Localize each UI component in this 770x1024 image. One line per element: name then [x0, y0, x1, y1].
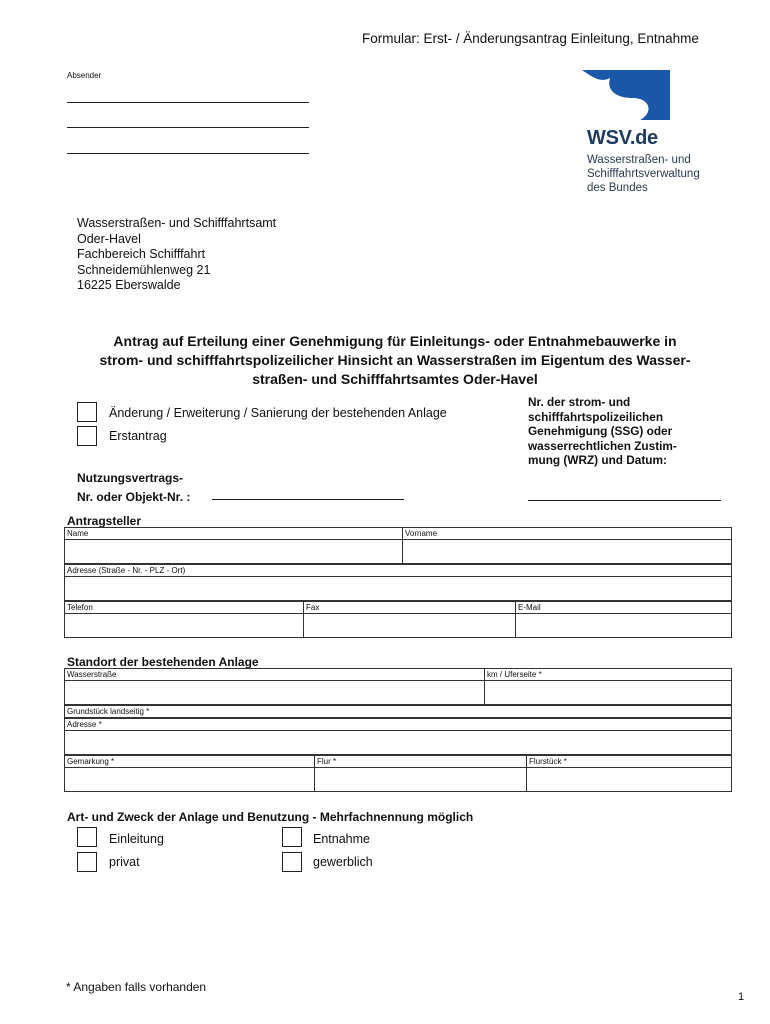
sender-label: Absender — [67, 71, 102, 80]
location-flur-label: Flur * — [314, 755, 527, 768]
checkbox-aenderung[interactable] — [77, 402, 97, 422]
form-title: Antrag auf Erteilung einer Genehmigung für Einleitungs- oder Entnahmebauwerke in strom- und schifffahrtspolizeilicher Hinsicht an Wasserstraßen im Eigentum des Wasser- straßen- und Schifffahrtsamtes Oder-Havel — [99, 333, 691, 387]
location-km-input[interactable] — [484, 680, 732, 705]
sender-line-1[interactable] — [67, 102, 309, 103]
location-flurstueck-input[interactable] — [526, 767, 732, 792]
applicant-name-input[interactable] — [64, 539, 403, 564]
checkbox-gewerblich-label: gewerblich — [313, 855, 373, 869]
checkbox-erstantrag[interactable] — [77, 426, 97, 446]
footnote: * Angaben falls vorhanden — [66, 980, 207, 994]
wsv-subtitle: Wasserstraßen- und Schifffahrtsverwaltung des Bundes — [587, 154, 700, 194]
page-number: 1 — [738, 991, 745, 1003]
permit-number-line[interactable] — [528, 500, 721, 501]
location-section-title: Standort der bestehenden Anlage — [67, 655, 259, 669]
location-flurstueck-label: Flurstück * — [526, 755, 732, 768]
location-km-label: km / Uferseite * — [484, 668, 732, 681]
location-flur-input[interactable] — [314, 767, 527, 792]
checkbox-gewerblich[interactable] — [282, 852, 302, 872]
wsv-logo — [580, 68, 740, 194]
applicant-phone-input[interactable] — [64, 613, 304, 638]
form-header-title: Formular: Erst- / Änderungsantrag Einleitung, Entnahme — [362, 31, 699, 46]
wsv-wave-icon — [580, 68, 672, 124]
checkbox-privat-label: privat — [109, 855, 140, 869]
applicant-section-title: Antragsteller — [67, 514, 142, 528]
purpose-section-title: Art- und Zweck der Anlage und Benutzung - Mehrfachnennung möglich — [67, 810, 474, 824]
applicant-email-label: E-Mail — [515, 601, 732, 614]
location-waterway-input[interactable] — [64, 680, 485, 705]
applicant-fax-input[interactable] — [303, 613, 516, 638]
contract-number-line[interactable] — [212, 499, 404, 500]
location-waterway-label: Wasserstraße — [64, 668, 485, 681]
location-plot-label: Grundstück landseitig * — [64, 705, 732, 718]
checkbox-einleitung-label: Einleitung — [109, 832, 164, 846]
recipient-address: Wasserstraßen- und Schifffahrtsamt Oder-Havel Fachbereich Schifffahrt Schneidemühlenweg 21 16225 Eberswalde — [77, 216, 277, 292]
sender-line-2[interactable] — [67, 127, 309, 128]
applicant-address-input[interactable] — [64, 576, 732, 601]
applicant-vorname-label: Vorname — [402, 527, 732, 540]
location-gemarkung-label: Gemarkung * — [64, 755, 315, 768]
checkbox-erstantrag-label: Erstantrag — [109, 429, 167, 443]
checkbox-einleitung[interactable] — [77, 827, 97, 847]
location-gemarkung-input[interactable] — [64, 767, 315, 792]
sender-line-3[interactable] — [67, 153, 309, 154]
applicant-name-label: Name — [64, 527, 403, 540]
applicant-vorname-input[interactable] — [402, 539, 732, 564]
checkbox-entnahme[interactable] — [282, 827, 302, 847]
checkbox-privat[interactable] — [77, 852, 97, 872]
location-address-input[interactable] — [64, 730, 732, 755]
applicant-fax-label: Fax — [303, 601, 516, 614]
location-address-label: Adresse * — [64, 718, 732, 731]
applicant-address-label: Adresse (Straße - Nr. - PLZ - Ort) — [64, 564, 732, 577]
checkbox-aenderung-label: Änderung / Erweiterung / Sanierung der bestehenden Anlage — [109, 406, 447, 420]
wsv-brand: WSV.de — [587, 127, 658, 149]
permit-number-label: Nr. der strom- und schifffahrtspolizeilichen Genehmigung (SSG) oder wasserrechtlichen Zustim- mung (WRZ) und Datum: — [528, 395, 677, 467]
contract-number-label: Nutzungsvertrags- Nr. oder Objekt-Nr. : — [77, 471, 191, 504]
applicant-phone-label: Telefon — [64, 601, 304, 614]
checkbox-entnahme-label: Entnahme — [313, 832, 370, 846]
applicant-email-input[interactable] — [515, 613, 732, 638]
